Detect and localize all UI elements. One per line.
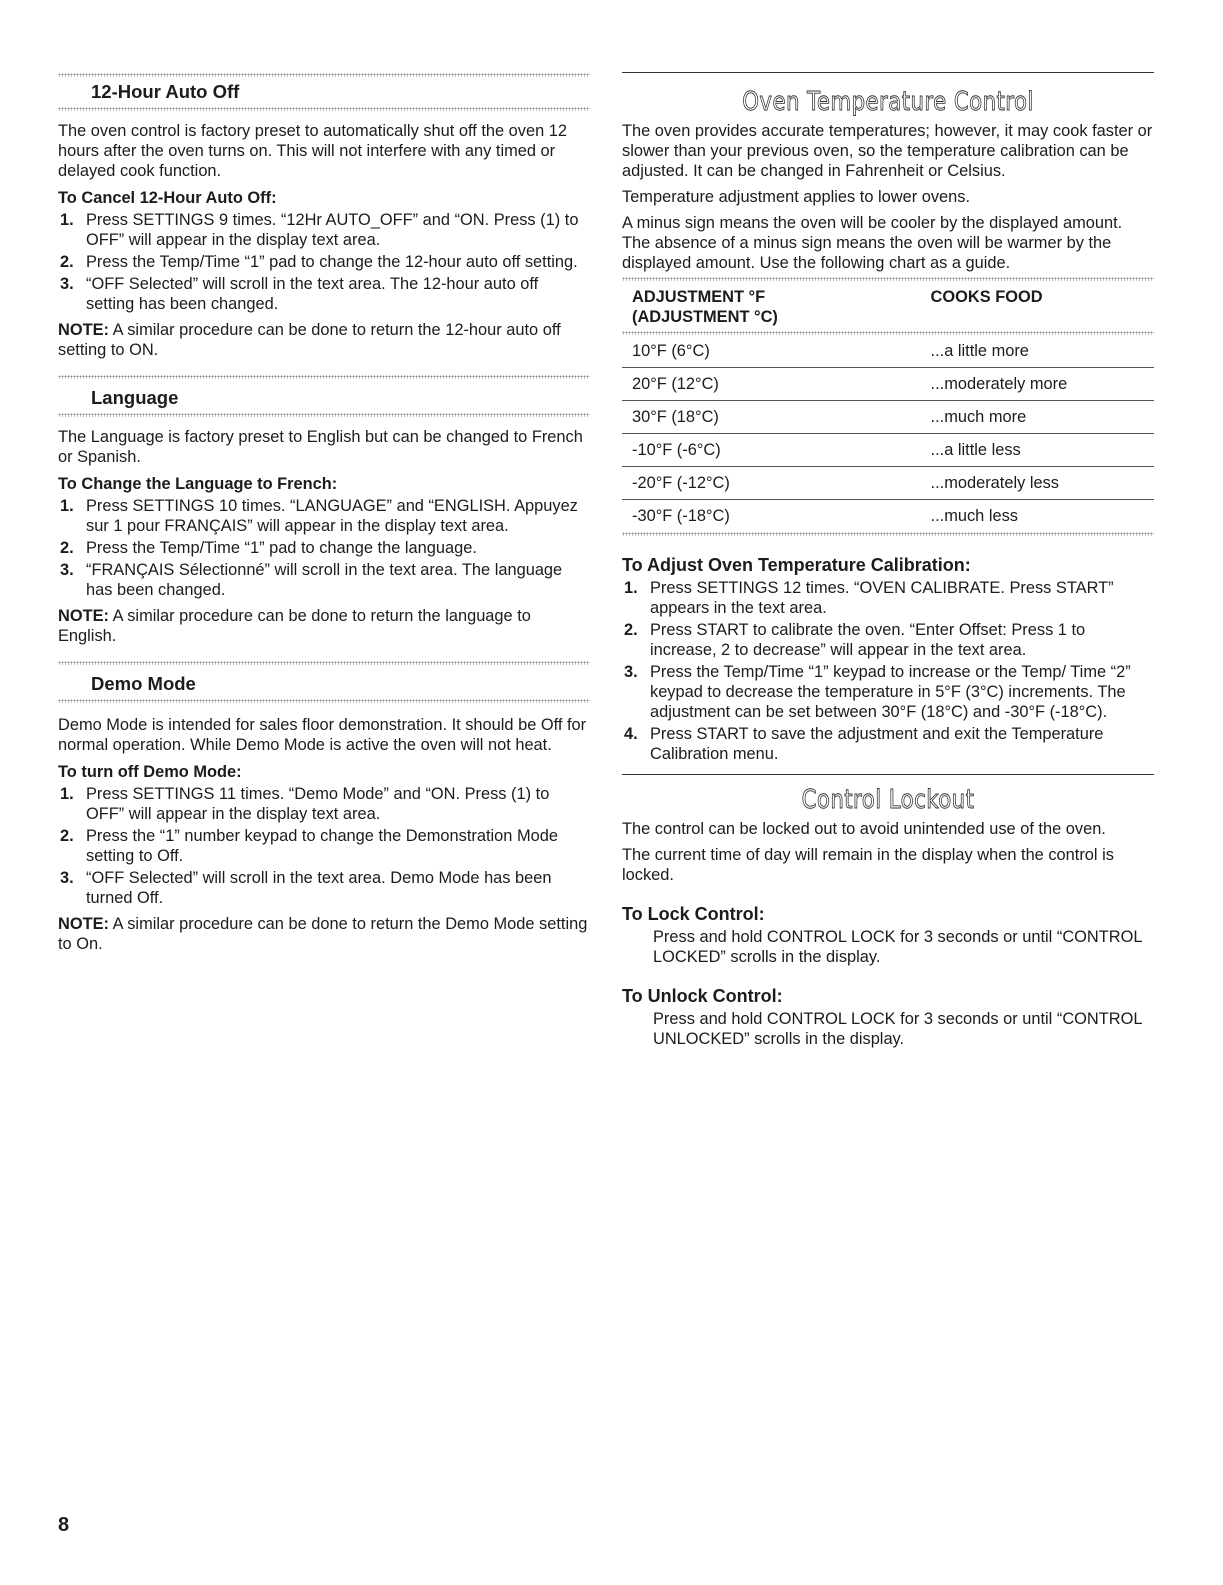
left-column bbox=[58, 0, 590, 954]
note bbox=[58, 320, 590, 360]
section-oven-temperature-control bbox=[622, 72, 1154, 764]
step-number: 2. bbox=[624, 621, 638, 639]
divider bbox=[58, 413, 590, 417]
step-text: Press SETTINGS 12 times. “OVEN CALIBRATE. Press START” appears in the text area. bbox=[650, 579, 1114, 617]
step-text: Press the Temp/Time “1” keypad to increase or the Temp/ Time “2” keypad to decrease the temperature in 5°F (3°C) increments. The adjustment can be set between 30°F (18°C) and -30°F (-18°C). bbox=[650, 663, 1131, 721]
section-12-hour-auto-off bbox=[58, 73, 590, 360]
step-text: “OFF Selected” will scroll in the text area. The 12-hour auto off setting has been changed. bbox=[86, 275, 539, 313]
table-cell: -30°F (-18°C) bbox=[632, 507, 730, 525]
adjustment-table bbox=[622, 281, 1154, 532]
step-number: 1. bbox=[60, 497, 74, 515]
table-row bbox=[622, 500, 1154, 533]
right-column bbox=[622, 0, 1154, 1049]
step-item bbox=[622, 620, 1154, 660]
section-heading: 12-Hour Auto Off bbox=[91, 81, 240, 102]
step-item bbox=[622, 724, 1154, 764]
procedure-title: To Unlock Control: bbox=[622, 986, 783, 1006]
intro-paragraph: The Language is factory preset to English but can be changed to French or Spanish. bbox=[58, 428, 583, 466]
step-list bbox=[58, 210, 590, 314]
table-cell: ...much less bbox=[930, 507, 1018, 525]
section-heading: Control Lockout bbox=[801, 785, 975, 815]
table-header-row bbox=[622, 281, 1154, 331]
procedure-title: To Change the Language to French: bbox=[58, 475, 338, 493]
paragraph: The control can be locked out to avoid unintended use of the oven. bbox=[622, 820, 1106, 838]
divider bbox=[58, 699, 590, 703]
column-header-cooks-food: COOKS FOOD bbox=[930, 288, 1043, 306]
table-cell: ...a little less bbox=[931, 434, 1154, 467]
step-text: Press SETTINGS 11 times. “Demo Mode” and “ON. Press (1) to OFF” will appear in the display text area. bbox=[86, 785, 550, 823]
paragraph: A minus sign means the oven will be cooler by the displayed amount. The absence of a minus sign means the oven will be warmer by the displayed amount. Use the following chart as a guide. bbox=[622, 214, 1123, 272]
note bbox=[58, 606, 590, 646]
column-header-line: (ADJUSTMENT °C) bbox=[632, 308, 778, 326]
intro-paragraph: The oven control is factory preset to automatically shut off the oven 12 hours after the oven turns on. This will not interfere with any timed or delayed cook function. bbox=[58, 122, 567, 180]
step-list bbox=[622, 578, 1154, 764]
note-text: A similar procedure can be done to return the Demo Mode setting to On. bbox=[58, 915, 588, 953]
step-number: 3. bbox=[60, 275, 74, 293]
column-header-adjustment bbox=[622, 281, 931, 331]
step-number: 2. bbox=[60, 253, 74, 271]
step-number: 3. bbox=[60, 869, 74, 887]
step-number: 4. bbox=[624, 725, 638, 743]
table-cell: -10°F (-6°C) bbox=[622, 434, 931, 467]
section-control-lockout bbox=[622, 774, 1154, 1049]
section-demo-mode bbox=[58, 661, 590, 954]
table-cell: 30°F (18°C) bbox=[622, 401, 931, 434]
step-number: 3. bbox=[624, 663, 638, 681]
step-item bbox=[622, 662, 1154, 722]
step-list bbox=[58, 496, 590, 600]
step-text: Press START to save the adjustment and exit the Temperature Calibration menu. bbox=[650, 725, 1104, 763]
note-label: NOTE: bbox=[58, 607, 109, 625]
step-item bbox=[622, 578, 1154, 618]
step-number: 1. bbox=[60, 785, 74, 803]
note bbox=[58, 914, 590, 954]
step-number: 2. bbox=[60, 827, 74, 845]
step-text: Press START to calibrate the oven. “Enter Offset: Press 1 to increase, 2 to decrease” will appear in the text area. bbox=[650, 621, 1086, 659]
table-cell: 10°F (6°C) bbox=[622, 335, 931, 368]
procedure-title: To Lock Control: bbox=[622, 904, 765, 924]
step-item bbox=[58, 274, 590, 314]
note-text: A similar procedure can be done to return the language to English. bbox=[58, 607, 531, 645]
procedure-text: Press and hold CONTROL LOCK for 3 seconds or until “CONTROL LOCKED” scrolls in the display. bbox=[653, 928, 1142, 966]
step-item bbox=[58, 252, 590, 272]
step-item bbox=[58, 826, 590, 866]
table-row bbox=[622, 335, 1154, 368]
table-cell: 20°F (12°C) bbox=[622, 368, 931, 401]
paragraph: The oven provides accurate temperatures; however, it may cook faster or slower than your previous oven, so the temperature calibration can be adjusted. It can be changed in Fahrenheit or Celsius. bbox=[622, 122, 1153, 180]
step-item bbox=[58, 538, 590, 558]
step-item bbox=[58, 496, 590, 536]
step-number: 2. bbox=[60, 539, 74, 557]
step-item bbox=[58, 868, 590, 908]
table-row bbox=[622, 467, 1154, 500]
procedure-text: Press and hold CONTROL LOCK for 3 seconds or until “CONTROL UNLOCKED” scrolls in the display. bbox=[653, 1010, 1142, 1048]
step-item bbox=[58, 560, 590, 600]
note-label: NOTE: bbox=[58, 321, 109, 339]
page-number: 8 bbox=[58, 1514, 70, 1536]
step-text: Press the Temp/Time “1” pad to change the 12-hour auto off setting. bbox=[86, 253, 578, 271]
note-label: NOTE: bbox=[58, 915, 109, 933]
section-rule bbox=[622, 72, 1154, 73]
divider bbox=[622, 532, 1154, 536]
section-heading: Language bbox=[91, 387, 179, 408]
table-cell: ...moderately more bbox=[931, 368, 1154, 401]
section-language bbox=[58, 375, 590, 646]
procedure-title: To Adjust Oven Temperature Calibration: bbox=[622, 555, 971, 575]
section-rule bbox=[622, 774, 1154, 775]
step-text: “OFF Selected” will scroll in the text area. Demo Mode has been turned Off. bbox=[86, 869, 552, 907]
table-row bbox=[622, 434, 1154, 467]
procedure-title: To Cancel 12-Hour Auto Off: bbox=[58, 189, 277, 207]
intro-paragraph: Demo Mode is intended for sales floor demonstration. It should be Off for normal operation. While Demo Mode is active the oven will not heat. bbox=[58, 716, 587, 754]
step-text: “FRANÇAIS Sélectionné” will scroll in the text area. The language has been changed. bbox=[86, 561, 563, 599]
step-list bbox=[58, 784, 590, 908]
step-number: 3. bbox=[60, 561, 74, 579]
paragraph: Temperature adjustment applies to lower ovens. bbox=[622, 188, 971, 206]
table-row bbox=[622, 401, 1154, 434]
table-cell: ...a little more bbox=[931, 335, 1154, 368]
column-header-line: ADJUSTMENT °F bbox=[632, 288, 766, 306]
divider bbox=[58, 107, 590, 111]
step-text: Press SETTINGS 10 times. “LANGUAGE” and “ENGLISH. Appuyez sur 1 pour FRANÇAIS” will appear in the display text area. bbox=[86, 497, 578, 535]
table-cell: -20°F (-12°C) bbox=[622, 467, 931, 500]
table-cell: ...moderately less bbox=[931, 467, 1154, 500]
step-item bbox=[58, 210, 590, 250]
step-number: 1. bbox=[624, 579, 638, 597]
table-cell: ...much more bbox=[931, 401, 1154, 434]
table-row bbox=[622, 368, 1154, 401]
section-heading: Oven Temperature Control bbox=[742, 87, 1034, 117]
section-heading: Demo Mode bbox=[91, 673, 196, 694]
procedure-title: To turn off Demo Mode: bbox=[58, 763, 242, 781]
step-item bbox=[58, 784, 590, 824]
step-text: Press the Temp/Time “1” pad to change the language. bbox=[86, 539, 477, 557]
note-text: A similar procedure can be done to return the 12-hour auto off setting to ON. bbox=[58, 321, 561, 359]
paragraph: The current time of day will remain in the display when the control is locked. bbox=[622, 846, 1114, 884]
step-text: Press SETTINGS 9 times. “12Hr AUTO_OFF” and “ON. Press (1) to OFF” will appear in the display text area. bbox=[86, 211, 579, 249]
step-number: 1. bbox=[60, 211, 74, 229]
step-text: Press the “1” number keypad to change the Demonstration Mode setting to Off. bbox=[86, 827, 558, 865]
